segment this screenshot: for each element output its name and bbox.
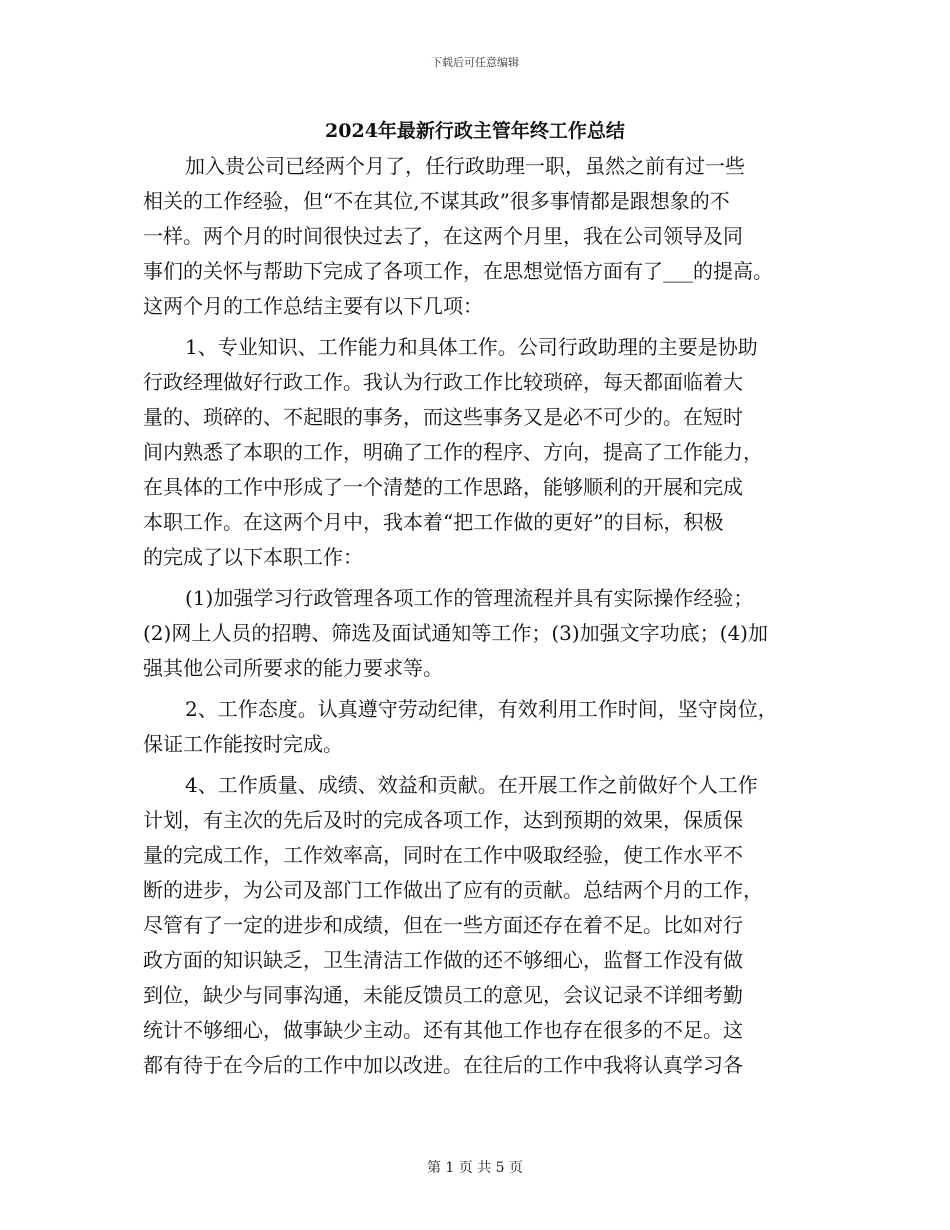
body-line: 的完成了以下本职工作： bbox=[143, 545, 363, 569]
body-line: 一样。两个月的时间很快过去了，在这两个月里，我在公司领导及同 bbox=[143, 224, 743, 248]
page-number: 第 1 页 共 5 页 bbox=[426, 1160, 524, 1176]
body-line: 政方面的知识缺乏，卫生清洁工作做的还不够细心，监督工作没有做 bbox=[143, 948, 743, 972]
body-line: 4、工作质量、成绩、效益和贡献。在开展工作之前做好个人工作 bbox=[185, 773, 758, 797]
body-line: 加入贵公司已经两个月了，任行政助理一职，虽然之前有过一些 bbox=[185, 154, 745, 178]
body-line: 量的完成工作，工作效率高，同时在工作中吸取经验，使工作水平不 bbox=[143, 843, 743, 867]
body-line: 强其他公司所要求的能力要求等。 bbox=[143, 656, 443, 680]
body-line: 2、工作态度。认真遵守劳动纪律，有效利用工作时间，坚守岗位， bbox=[185, 697, 778, 721]
body-line: 相关的工作经验，但“不在其位,不谋其政”很多事情都是跟想象的不 bbox=[143, 189, 730, 213]
body-line: 1、专业知识、工作能力和具体工作。公司行政助理的主要是协助 bbox=[185, 335, 758, 359]
body-line: 量的、琐碎的、不起眼的事务，而这些事务又是必不可少的。在短时 bbox=[143, 405, 743, 429]
body-line: 都有待于在今后的工作中加以改进。在往后的工作中我将认真学习各 bbox=[143, 1053, 743, 1077]
page-header-note: 下载后可任意编辑 bbox=[431, 56, 519, 69]
body-line: 到位，缺少与同事沟通，未能反馈员工的意见，会议记录不详细考勤 bbox=[143, 983, 743, 1007]
body-line: 尽管有了一定的进步和成绩，但在一些方面还存在着不足。比如对行 bbox=[143, 913, 743, 937]
body-line: (2)网上人员的招聘、筛选及面试通知等工作；(3)加强文字功底；(4)加 bbox=[143, 621, 768, 645]
body-line: 本职工作。在这两个月中，我本着“把工作做的更好”的目标，积极 bbox=[143, 510, 724, 534]
body-line: 事们的关怀与帮助下完成了各项工作，在思想觉悟方面有了___的提高。 bbox=[143, 259, 773, 283]
body-line: 断的进步，为公司及部门工作做出了应有的贡献。总结两个月的工作， bbox=[143, 878, 763, 902]
body-line: 间内熟悉了本职的工作，明确了工作的程序、方向，提高了工作能力， bbox=[143, 440, 763, 464]
body-line: 计划，有主次的先后及时的完成各项工作，达到预期的效果，保质保 bbox=[143, 808, 743, 832]
document-title: 2024年最新行政主管年终工作总结 bbox=[325, 120, 625, 142]
body-line: 这两个月的工作总结主要有以下几项： bbox=[143, 294, 483, 318]
body-line: 行政经理做好行政工作。我认为行政工作比较琐碎，每天都面临着大 bbox=[143, 370, 743, 394]
body-line: 在具体的工作中形成了一个清楚的工作思路，能够顺利的开展和完成 bbox=[143, 475, 743, 499]
body-line: (1)加强学习行政管理各项工作的管理流程并具有实际操作经验； bbox=[185, 586, 754, 610]
body-line: 统计不够细心，做事缺少主动。还有其他工作也存在很多的不足。这 bbox=[143, 1018, 743, 1042]
body-line: 保证工作能按时完成。 bbox=[143, 732, 343, 756]
